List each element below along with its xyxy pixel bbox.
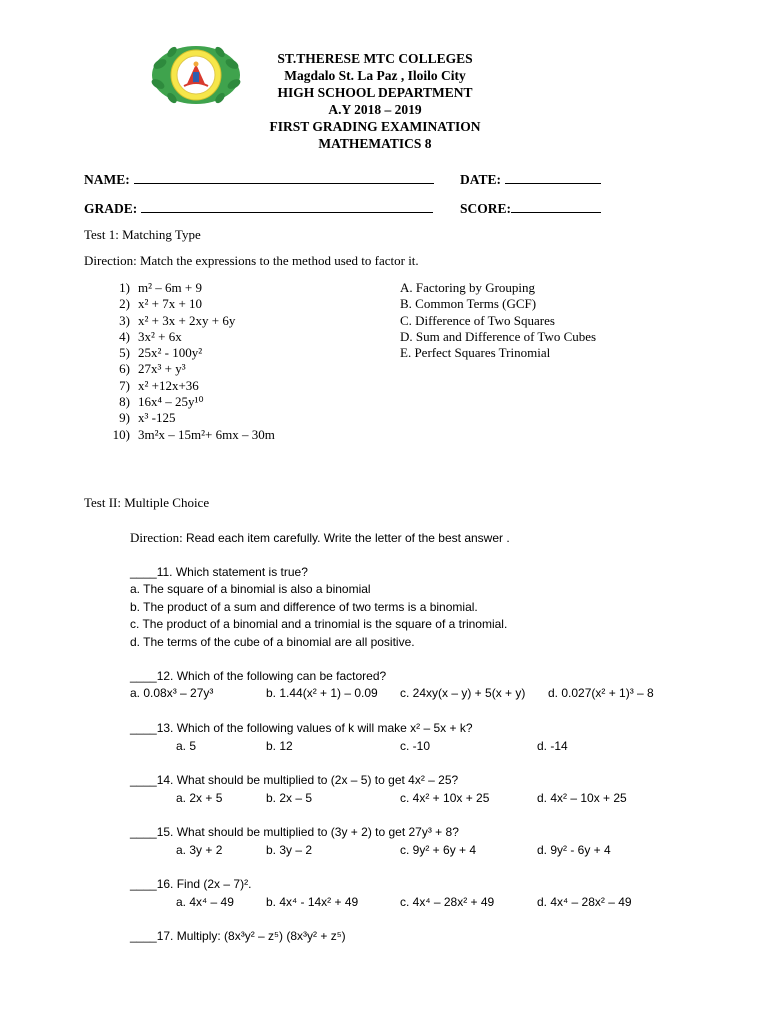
test2-direction-text: Read each item carefully. Write the letter of the best answer . <box>185 531 510 545</box>
test2-direction: Direction: Read each item carefully. Write the letter of the best answer . <box>130 530 510 545</box>
matching-item: 5) 25x² - 100y² <box>119 345 203 361</box>
matching-item: 1) m² – 6m + 9 <box>119 280 202 295</box>
question-11-stem: ____11. Which statement is true? <box>130 565 308 579</box>
matching-option: B. Common Terms (GCF) <box>400 296 537 312</box>
question-15-choice-d: d. 9y² - 6y + 4 <box>537 843 611 857</box>
grade-field[interactable] <box>84 200 433 217</box>
question-16-choice-c: c. 4x⁴ – 28x² + 49 <box>400 895 495 909</box>
matching-item: 7) x² +12x+36 <box>119 377 199 393</box>
matching-item: 4) 3x² + 6x <box>119 328 182 344</box>
question-14-stem: ____14. What should be multiplied to (2x – 5) to get 4x² – 25? <box>130 773 459 787</box>
test2-title: Test II: Multiple Choice <box>84 495 210 510</box>
date-field[interactable] <box>460 171 601 188</box>
question-15-stem: ____15. What should be multiplied to (3y + 2) to get 27y³ + 8? <box>130 825 459 839</box>
question-16-choice-b: b. 4x⁴ - 14x² + 49 <box>266 895 359 909</box>
question-13-choice-a: a. 5 <box>176 739 197 753</box>
question-14-choice-b: b. 2x – 5 <box>266 791 313 805</box>
question-16-stem: ____16. Find (2x – 7)². <box>130 877 252 891</box>
question-15-choice-c: c. 9y² + 6y + 4 <box>400 843 477 857</box>
question-11-choice-a: a. The square of a binomial is also a binomial <box>130 582 371 596</box>
question-15-choice-a: a. 3y + 2 <box>176 843 223 857</box>
question-17-stem: ____17. Multiply: (8x³y² – z⁵) (8x³y² + z⁵) <box>130 929 346 943</box>
question-16-choice-d: d. 4x⁴ – 28x² – 49 <box>537 895 632 909</box>
department: HIGH SCHOOL DEPARTMENT <box>277 85 473 100</box>
matching-item: 6) 27x³ + y³ <box>119 361 186 377</box>
matching-option: E. Perfect Squares Trinomial <box>400 345 551 361</box>
matching-item: 10) 3m²x – 15m²+ 6mx – 30m <box>112 426 275 442</box>
matching-option: A. Factoring by Grouping <box>400 280 536 295</box>
score-line[interactable] <box>511 200 601 213</box>
school-year: A.Y 2018 – 2019 <box>328 102 422 117</box>
question-13-choice-b: b. 12 <box>266 739 293 753</box>
matching-option: D. Sum and Difference of Two Cubes <box>400 328 597 344</box>
question-14-choice-c: c. 4x² + 10x + 25 <box>400 791 490 805</box>
matching-item: 9) x³ -125 <box>119 410 176 426</box>
school-address: Magdalo St. La Paz , Iloilo City <box>284 68 466 83</box>
matching-item: 3) x² + 3x + 2xy + 6y <box>119 312 236 328</box>
question-12-choice-a: a. 0.08x³ – 27y³ <box>130 686 214 700</box>
question-16-choice-a: a. 4x⁴ – 49 <box>176 895 234 909</box>
subject-title: MATHEMATICS 8 <box>318 136 432 151</box>
question-14-choice-a: a. 2x + 5 <box>176 791 223 805</box>
matching-options-list <box>400 280 596 361</box>
matching-item: 2) x² + 7x + 10 <box>119 296 203 312</box>
question-11-choice-c: c. The product of a binomial and a trinomial is the square of a trinomial. <box>130 617 508 631</box>
exam-title: FIRST GRADING EXAMINATION <box>269 119 481 134</box>
score-label: SCORE: <box>460 201 512 216</box>
question-13-choice-d: d. -14 <box>537 739 568 753</box>
question-11-choice-b: b. The product of a sum and difference of two terms is a binomial. <box>130 600 478 614</box>
school-name: ST.THERESE MTC COLLEGES <box>277 51 473 66</box>
name-line[interactable] <box>134 171 434 184</box>
name-label: NAME: <box>84 172 130 187</box>
name-field[interactable] <box>84 171 434 188</box>
question-13-stem: ____13. Which of the following values of k will make x² – 5x + k? <box>130 721 473 735</box>
test1-title: Test 1: Matching Type <box>84 227 201 242</box>
date-label: DATE: <box>460 172 502 187</box>
question-12-choice-d: d. 0.027(x² + 1)³ – 8 <box>548 686 654 700</box>
question-15-choice-b: b. 3y – 2 <box>266 843 313 857</box>
date-line[interactable] <box>505 171 601 184</box>
question-12-choice-b: b. 1.44(x² + 1) – 0.09 <box>266 686 378 700</box>
score-field[interactable] <box>460 200 601 217</box>
matching-items-list <box>108 280 275 443</box>
question-11-choice-d: d. The terms of the cube of a binomial are all positive. <box>130 635 415 649</box>
grade-line[interactable] <box>141 200 433 213</box>
question-12-stem: ____12. Which of the following can be factored? <box>130 669 387 683</box>
grade-label: GRADE: <box>84 201 138 216</box>
question-14-choice-d: d. 4x² – 10x + 25 <box>537 791 627 805</box>
matching-option: C. Difference of Two Squares <box>400 312 555 328</box>
question-13-choice-c: c. -10 <box>400 739 431 753</box>
test1-direction: Direction: Match the expressions to the method used to factor it. <box>84 253 419 268</box>
question-12-choice-c: c. 24xy(x – y) + 5(x + y) <box>400 686 526 700</box>
matching-item: 8) 16x⁴ – 25y¹⁰ <box>119 394 204 410</box>
